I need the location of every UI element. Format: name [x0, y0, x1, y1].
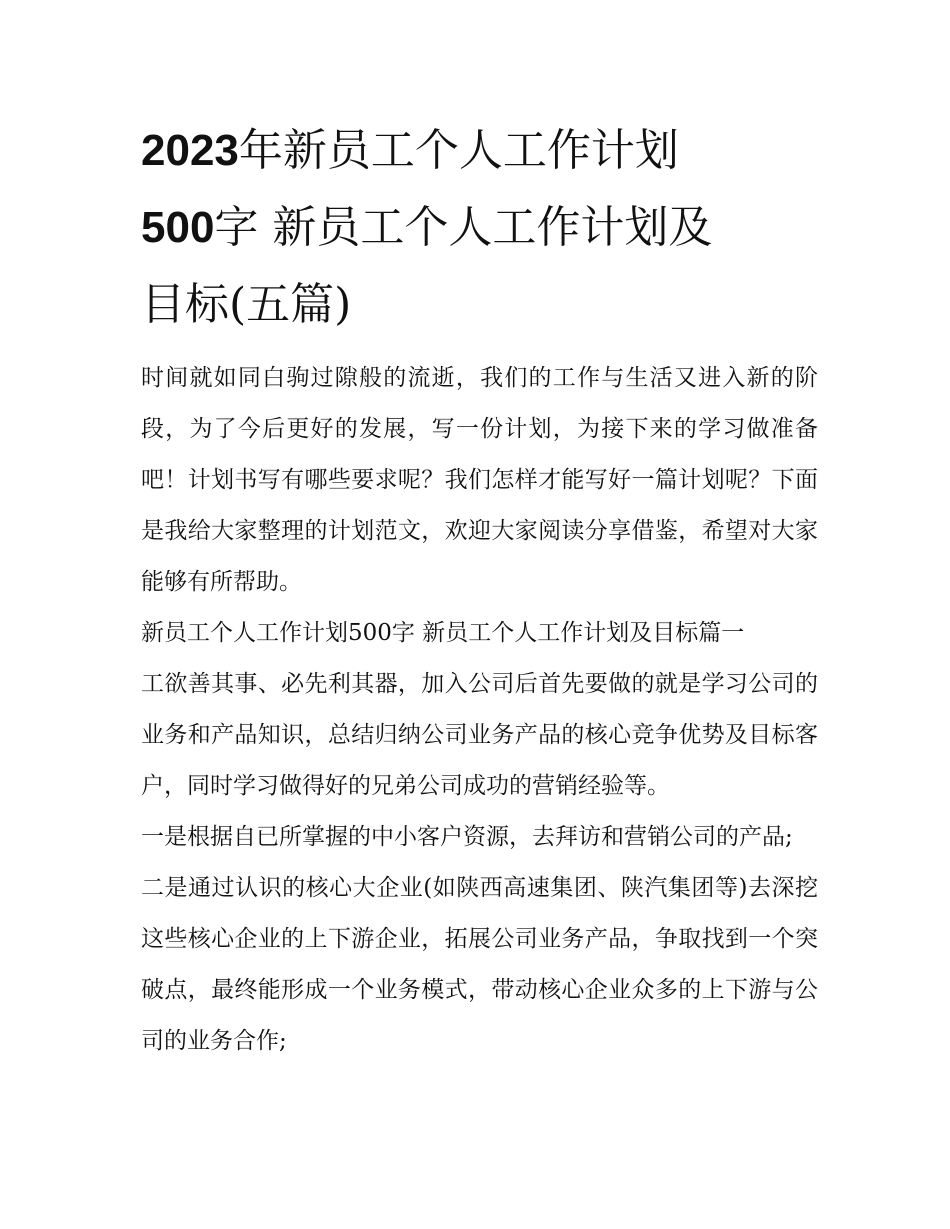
title-year: 2023: [141, 126, 239, 175]
title-line-3: [141, 266, 818, 343]
section-heading: 新员工个人工作计划500字 新员工个人工作计划及目标篇一: [141, 620, 745, 646]
title-line-2: [141, 189, 818, 266]
title-line-2-text: 字 新员工个人工作计划及: [214, 202, 713, 253]
title-line-1: [141, 112, 818, 189]
body-paragraph: 工欲善其事、必先利其器，加入公司后首先要做的就是学习公司的业务和产品知识，总结归纳公司业务产品的核心竞争优势及目标客户，同时学习做得好的兄弟公司成功的营销经验等。: [141, 671, 818, 799]
body-paragraph: 二是通过认识的核心大企业(如陕西高速集团、陕汽集团等)去深挖这些核心企业的上下游企业，拓展公司业务产品，争取找到一个突破点，最终能形成一个业务模式，带动核心企业众多的上下游与公司的业务合作;: [141, 875, 818, 1054]
body-paragraph: 一是根据自已所掌握的中小客户资源，去拜访和营销公司的产品;: [141, 824, 793, 850]
intro-paragraph: 时间就如同白驹过隙般的流逝，我们的工作与生活又进入新的阶段，为了今后更好的发展，写一份计划，为接下来的学习做准备吧！计划书写有哪些要求呢？我们怎样才能写好一篇计划呢？下面是我给大家整理的计划范文，欢迎大家阅读分享借鉴，希望对大家能够有所帮助。: [141, 365, 818, 595]
document-title: [141, 112, 818, 343]
title-word-count: 500: [141, 203, 215, 252]
title-line-1-text: 年新员工个人工作计划: [238, 125, 679, 176]
document-body: [141, 353, 818, 1067]
title-line-3-text: 目标(五篇): [141, 279, 352, 330]
